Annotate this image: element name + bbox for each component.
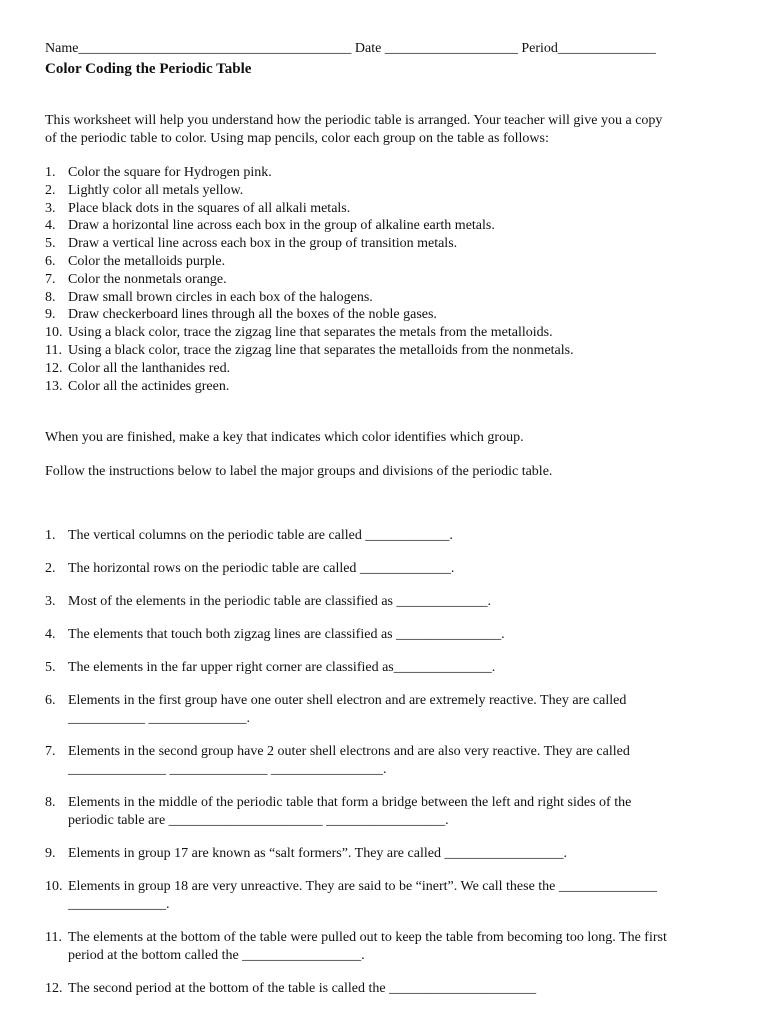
question-text: The horizontal rows on the periodic table are called _____________. [68,561,455,577]
instruction-item [45,378,735,396]
question-item [45,659,735,677]
questions-list [45,527,735,998]
instruction-item [45,235,735,253]
instruction-item [45,271,735,289]
question-text: Elements in the second group have 2 outer shell electrons and are also very reactive. They are called ______________ ______________ ________________. [68,744,630,778]
instruction-number: 9. [45,307,56,323]
question-number: 11. [45,930,62,946]
question-number: 6. [45,693,56,709]
question-number: 1. [45,528,56,544]
instruction-text: Using a black color, trace the zigzag line that separates the metalloids from the nonmetals. [68,342,574,358]
instruction-text: Using a black color, trace the zigzag line that separates the metals from the metalloids. [68,325,553,341]
instruction-text: Draw a horizontal line across each box in the group of alkaline earth metals. [68,218,495,234]
coloring-instructions-list [45,164,735,395]
intro-paragraph [45,112,735,148]
instruction-item [45,217,735,235]
instruction-number: 6. [45,253,56,269]
instruction-item [45,253,735,271]
question-text: Elements in group 18 are very unreactive. They are said to be “inert”. We call these the ______________ ______________. [68,879,657,913]
question-text: Elements in the middle of the periodic table that form a bridge between the left and right sides of the periodic table are ______________________ _________________. [68,795,632,829]
instruction-number: 10. [45,325,63,341]
instruction-text: Color all the actinides green. [68,378,230,394]
instruction-item [45,342,735,360]
instruction-text: Lightly color all metals yellow. [68,182,244,198]
follow-instruction: Follow the instructions below to label the major groups and divisions of the periodic table. [45,464,553,480]
question-text: The elements at the bottom of the table were pulled out to keep the table from becoming too long. The first period at the bottom called the _________________. [68,930,667,964]
instruction-number: 11. [45,342,62,358]
intro-line-2: of the periodic table to color. Using map pencils, color each group on the table as follows: [45,131,549,146]
question-item [45,626,735,644]
instruction-text: Color all the lanthanides red. [68,360,231,376]
instruction-item [45,289,735,307]
instruction-number: 4. [45,218,56,234]
question-item [45,845,735,863]
instruction-text: Color the square for Hydrogen pink. [68,165,272,180]
name-date-period-line: Name_______________________________________ Date ___________________ Period______________ [45,41,656,56]
instruction-number: 12. [45,360,63,376]
instruction-item [45,200,735,218]
instruction-item [45,324,735,342]
instruction-number: 7. [45,271,56,287]
question-number: 3. [45,594,56,610]
question-text: Most of the elements in the periodic table are classified as _____________. [68,594,492,610]
question-text: The second period at the bottom of the table is called the _____________________ [68,981,537,997]
finished-instruction: When you are finished, make a key that indicates which color identifies which group. [45,430,524,446]
instruction-item [45,306,735,324]
instruction-number: 8. [45,289,56,305]
instruction-text: Color the nonmetals orange. [68,271,227,287]
instruction-item [45,164,735,182]
instruction-item [45,360,735,378]
question-number: 9. [45,846,56,862]
instruction-text: Draw checkerboard lines through all the boxes of the noble gases. [68,307,437,323]
instruction-number: 13. [45,378,63,394]
question-text: Elements in the first group have one outer shell electron and are extremely reactive. They are called ___________ ______________. [68,693,627,727]
question-number: 4. [45,627,56,643]
question-number: 7. [45,744,56,760]
question-item [45,593,735,611]
question-number: 8. [45,795,56,811]
question-item [45,692,735,728]
question-item [45,929,735,965]
instruction-text: Color the metalloids purple. [68,253,226,269]
instruction-text: Draw small brown circles in each box of the halogens. [68,289,373,305]
instruction-number: 2. [45,182,56,198]
question-item [45,743,735,779]
instruction-text: Place black dots in the squares of all alkali metals. [68,200,351,216]
question-number: 5. [45,660,56,676]
question-text: The elements in the far upper right corner are classified as______________. [68,660,496,676]
question-item [45,527,735,545]
instruction-number: 5. [45,236,56,252]
question-number: 2. [45,561,56,577]
instruction-text: Draw a vertical line across each box in the group of transition metals. [68,236,458,252]
instruction-number: 1. [45,165,56,180]
question-text: The elements that touch both zigzag lines are classified as _______________. [68,627,505,643]
question-number: 12. [45,981,63,997]
question-item [45,878,735,914]
question-text: The vertical columns on the periodic table are called ____________. [68,528,453,544]
question-item [45,560,735,578]
worksheet-page [45,40,735,998]
instruction-number: 3. [45,200,56,216]
question-number: 10. [45,879,63,895]
intro-line-1: This worksheet will help you understand how the periodic table is arranged. Your teacher will give you a copy [45,113,663,128]
worksheet-title: Color Coding the Periodic Table [45,61,252,77]
instruction-item [45,182,735,200]
question-item [45,980,735,998]
question-text: Elements in group 17 are known as “salt formers”. They are called _________________. [68,846,567,862]
question-item [45,794,735,830]
